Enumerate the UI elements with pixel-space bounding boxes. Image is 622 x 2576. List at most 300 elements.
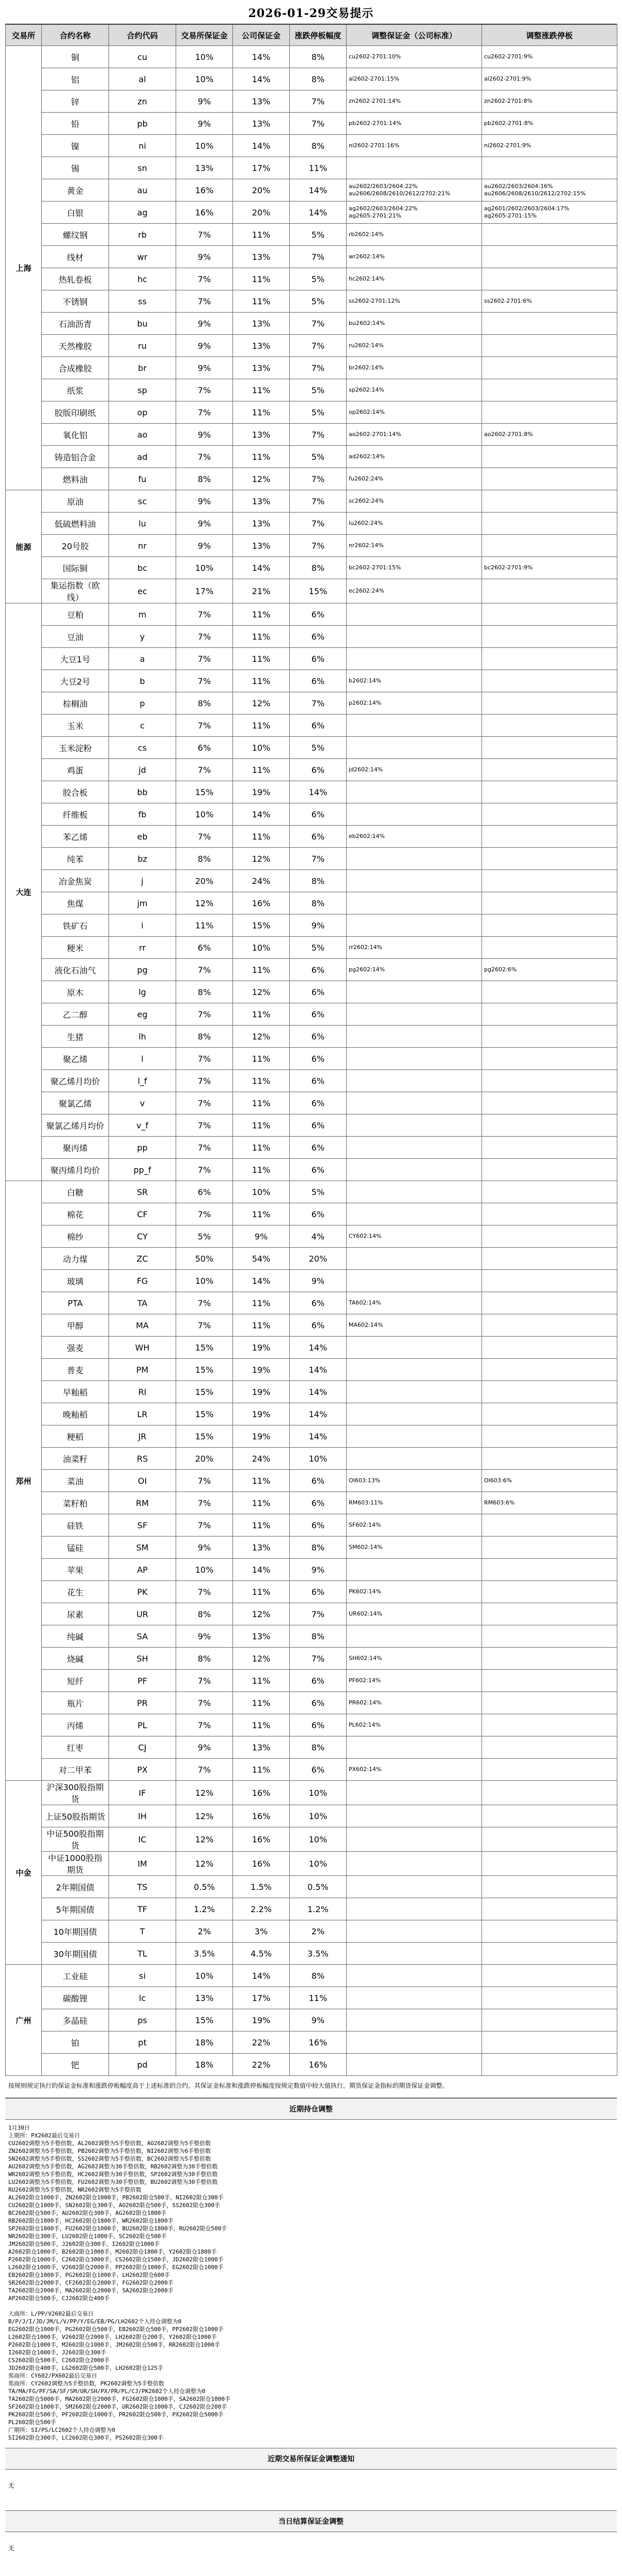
contract-code-cell: y <box>109 626 176 648</box>
contract-code-cell: pp_f <box>109 1159 176 1181</box>
price-limit-cell: 5% <box>290 446 347 468</box>
price-limit-cell: 6% <box>290 1092 347 1114</box>
exchange-margin-cell: 8% <box>176 1603 233 1625</box>
adjusted-limit-cell <box>482 1827 617 1852</box>
contract-code-cell: cu <box>109 46 176 68</box>
price-limit-cell: 11% <box>290 157 347 179</box>
contract-name-cell: 纯苯 <box>42 848 109 870</box>
table-row <box>6 1026 617 1048</box>
company-margin-cell: 4.5% <box>233 1943 290 1965</box>
contract-code-cell: bc <box>109 557 176 579</box>
adjusted-margin-cell <box>347 1425 482 1448</box>
company-margin-cell: 13% <box>233 1537 290 1559</box>
adjusted-limit-cell <box>482 1943 617 1965</box>
table-body <box>6 46 617 2076</box>
adjusted-margin-cell: op2602:14% <box>347 401 482 424</box>
exchange-cell: 广州 <box>6 1965 42 2076</box>
adjusted-limit-cell <box>482 224 617 246</box>
table-row <box>6 1048 617 1070</box>
company-margin-cell: 15% <box>233 914 290 937</box>
exchange-margin-cell: 12% <box>176 892 233 914</box>
price-limit-cell: 3.5% <box>290 1943 347 1965</box>
contract-name-cell: 尿素 <box>42 1603 109 1625</box>
table-row <box>6 1114 617 1137</box>
exchange-margin-cell: 8% <box>176 468 233 490</box>
exchange-margin-cell: 7% <box>176 1581 233 1603</box>
price-limit-cell: 6% <box>290 959 347 981</box>
price-limit-cell: 6% <box>290 603 347 626</box>
contract-name-cell: 玻璃 <box>42 1270 109 1292</box>
table-row <box>6 490 617 513</box>
exchange-margin-cell: 9% <box>176 1736 233 1759</box>
margin-table <box>5 24 617 2076</box>
company-margin-cell: 19% <box>233 1403 290 1425</box>
company-margin-cell: 11% <box>233 1492 290 1514</box>
exchange-margin-cell: 10% <box>176 1965 233 1987</box>
adjusted-margin-cell: cu2602-2701:10% <box>347 46 482 68</box>
company-margin-cell: 12% <box>233 1603 290 1625</box>
table-row <box>6 268 617 290</box>
price-limit-cell: 15% <box>290 579 347 603</box>
table-row <box>6 692 617 715</box>
company-margin-cell: 13% <box>233 90 290 113</box>
header-contract-code: 合约代码 <box>109 25 176 46</box>
company-margin-cell: 1.5% <box>233 1876 290 1898</box>
price-limit-cell: 10% <box>290 1805 347 1827</box>
price-limit-cell: 9% <box>290 2009 347 2031</box>
exchange-margin-cell: 7% <box>176 446 233 468</box>
table-row <box>6 1759 617 1781</box>
company-margin-cell: 16% <box>233 1852 290 1876</box>
exchange-margin-cell: 7% <box>176 1137 233 1159</box>
adjusted-margin-cell: ss2602-2701:12% <box>347 290 482 313</box>
contract-code-cell: IC <box>109 1827 176 1852</box>
exchange-margin-cell: 12% <box>176 1827 233 1852</box>
exchange-margin-cell: 7% <box>176 715 233 737</box>
contract-name-cell: 生猪 <box>42 1026 109 1048</box>
table-row <box>6 1425 617 1448</box>
price-limit-cell: 8% <box>290 68 347 90</box>
adjusted-limit-cell <box>482 1181 617 1203</box>
adjusted-margin-cell <box>347 803 482 826</box>
contract-name-cell: 中证500股指期货 <box>42 1827 109 1852</box>
price-limit-cell: 6% <box>290 981 347 1003</box>
contract-code-cell: T <box>109 1920 176 1943</box>
exchange-margin-cell: 7% <box>176 759 233 781</box>
adjusted-limit-cell: ag2601/2602/2603/2604:17% ag2605-2701:15% <box>482 201 617 224</box>
contract-code-cell: a <box>109 648 176 670</box>
exchange-margin-cell: 7% <box>176 1714 233 1736</box>
exchange-margin-cell: 9% <box>176 1625 233 1648</box>
adjusted-margin-cell <box>347 1403 482 1425</box>
contract-name-cell: 上证50股指期货 <box>42 1805 109 1827</box>
adjusted-limit-cell: ao2602-2701:8% <box>482 424 617 446</box>
contract-code-cell: b <box>109 670 176 692</box>
exchange-margin-cell: 5% <box>176 1225 233 1248</box>
contract-code-cell: bz <box>109 848 176 870</box>
contract-name-cell: 乙二醇 <box>42 1003 109 1026</box>
adjusted-margin-cell <box>347 1114 482 1137</box>
price-limit-cell: 5% <box>290 290 347 313</box>
adjusted-limit-cell <box>482 1003 617 1026</box>
exchange-margin-cell: 20% <box>176 870 233 892</box>
price-limit-cell: 6% <box>290 715 347 737</box>
adjusted-limit-cell: au2602/2603/2604:16% au2606/2608/2610/2612/2702:15% <box>482 179 617 201</box>
price-limit-cell: 6% <box>290 826 347 848</box>
table-row <box>6 648 617 670</box>
table-row <box>6 68 617 90</box>
company-margin-cell: 11% <box>233 1314 290 1337</box>
adjusted-margin-cell <box>347 870 482 892</box>
adjusted-limit-cell: zn2602-2701:8% <box>482 90 617 113</box>
contract-code-cell: pg <box>109 959 176 981</box>
adjusted-margin-cell: sc2602:24% <box>347 490 482 513</box>
adjusted-limit-cell <box>482 1159 617 1181</box>
exchange-margin-cell: 7% <box>176 1048 233 1070</box>
table-row <box>6 1670 617 1692</box>
adjusted-limit-cell <box>482 892 617 914</box>
adjusted-limit-cell <box>482 335 617 357</box>
contract-code-cell: ad <box>109 446 176 468</box>
company-margin-cell: 11% <box>233 603 290 626</box>
contract-name-cell: 原油 <box>42 490 109 513</box>
company-margin-cell: 14% <box>233 803 290 826</box>
section-body: 无 <box>8 2544 15 2552</box>
contract-code-cell: sc <box>109 490 176 513</box>
adjusted-margin-cell <box>347 2009 482 2031</box>
company-margin-cell: 19% <box>233 1337 290 1359</box>
exchange-margin-cell: 13% <box>176 1987 233 2009</box>
contract-code-cell: i <box>109 914 176 937</box>
price-limit-cell: 5% <box>290 379 347 401</box>
company-margin-cell: 24% <box>233 870 290 892</box>
contract-name-cell: 棕榈油 <box>42 692 109 715</box>
contract-name-cell: 菜籽粕 <box>42 1492 109 1514</box>
adjusted-limit-cell <box>482 1248 617 1270</box>
adjusted-limit-cell: cu2602-2701:9% <box>482 46 617 68</box>
price-limit-cell: 5% <box>290 224 347 246</box>
company-margin-cell: 19% <box>233 781 290 803</box>
adjusted-limit-cell <box>482 603 617 626</box>
contract-name-cell: 白糖 <box>42 1181 109 1203</box>
contract-code-cell: al <box>109 68 176 90</box>
company-margin-cell: 19% <box>233 1359 290 1381</box>
price-limit-cell: 8% <box>290 1736 347 1759</box>
table-row <box>6 1898 617 1920</box>
adjusted-margin-cell <box>347 1203 482 1225</box>
contract-code-cell: IF <box>109 1781 176 1805</box>
contract-name-cell: 豆粕 <box>42 603 109 626</box>
contract-name-cell: 螺纹钢 <box>42 224 109 246</box>
adjusted-margin-cell <box>347 737 482 759</box>
adjusted-limit-cell <box>482 737 617 759</box>
company-margin-cell: 13% <box>233 1625 290 1648</box>
contract-name-cell: 晚籼稻 <box>42 1403 109 1425</box>
company-margin-cell: 11% <box>233 1581 290 1603</box>
exchange-margin-cell: 9% <box>176 246 233 268</box>
contract-name-cell: 大豆2号 <box>42 670 109 692</box>
price-limit-cell: 6% <box>290 1492 347 1514</box>
adjusted-margin-cell <box>347 1736 482 1759</box>
contract-code-cell: TA <box>109 1292 176 1314</box>
header-adjusted-margin: 调整保证金（公司标准） <box>347 25 482 46</box>
price-limit-cell: 7% <box>290 490 347 513</box>
adjusted-margin-cell <box>347 1852 482 1876</box>
company-margin-cell: 11% <box>233 959 290 981</box>
adjusted-margin-cell: PF602:14% <box>347 1670 482 1692</box>
company-margin-cell: 10% <box>233 737 290 759</box>
contract-name-cell: 原木 <box>42 981 109 1003</box>
table-row <box>6 1092 617 1114</box>
adjusted-limit-cell <box>482 1403 617 1425</box>
contract-code-cell: JR <box>109 1425 176 1448</box>
contract-name-cell: 工业硅 <box>42 1965 109 1987</box>
contract-name-cell: 国际铜 <box>42 557 109 579</box>
contract-code-cell: sn <box>109 157 176 179</box>
section-title: 当日结算保证金调整 <box>5 2510 617 2532</box>
price-limit-cell: 6% <box>290 1137 347 1159</box>
contract-code-cell: IH <box>109 1805 176 1827</box>
price-limit-cell: 8% <box>290 870 347 892</box>
exchange-cell: 上海 <box>6 46 42 490</box>
exchange-margin-cell: 8% <box>176 1026 233 1048</box>
exchange-margin-cell: 7% <box>176 1492 233 1514</box>
price-limit-cell: 5% <box>290 737 347 759</box>
company-margin-cell: 14% <box>233 46 290 68</box>
table-row <box>6 1537 617 1559</box>
contract-code-cell: WH <box>109 1337 176 1359</box>
exchange-margin-cell: 11% <box>176 914 233 937</box>
contract-code-cell: SH <box>109 1648 176 1670</box>
adjusted-margin-cell <box>347 1270 482 1292</box>
exchange-margin-cell: 7% <box>176 1003 233 1026</box>
exchange-margin-cell: 10% <box>176 1270 233 1292</box>
table-header-row <box>6 25 617 46</box>
adjusted-margin-cell: rr2602:14% <box>347 937 482 959</box>
price-limit-cell: 6% <box>290 1670 347 1692</box>
adjusted-margin-cell <box>347 1048 482 1070</box>
exchange-margin-cell: 9% <box>176 513 233 535</box>
company-margin-cell: 13% <box>233 513 290 535</box>
adjusted-limit-cell <box>482 1805 617 1827</box>
table-row <box>6 1314 617 1337</box>
exchange-margin-cell: 15% <box>176 1337 233 1359</box>
company-margin-cell: 11% <box>233 1159 290 1181</box>
adjusted-limit-cell <box>482 157 617 179</box>
company-margin-cell: 12% <box>233 848 290 870</box>
contract-code-cell: FG <box>109 1270 176 1292</box>
contract-code-cell: fu <box>109 468 176 490</box>
table-row <box>6 1070 617 1092</box>
contract-name-cell: 2年期国债 <box>42 1876 109 1898</box>
company-margin-cell: 19% <box>233 1381 290 1403</box>
table-row <box>6 2009 617 2031</box>
adjusted-margin-cell <box>347 1920 482 1943</box>
contract-code-cell: TL <box>109 1943 176 1965</box>
exchange-margin-cell: 1.2% <box>176 1898 233 1920</box>
price-limit-cell: 7% <box>290 90 347 113</box>
exchange-margin-cell: 50% <box>176 1248 233 1270</box>
exchange-margin-cell: 16% <box>176 179 233 201</box>
price-limit-cell: 2% <box>290 1920 347 1943</box>
section-title: 近期交易所保证金调整通知 <box>5 2448 617 2470</box>
adjusted-limit-cell <box>482 1359 617 1381</box>
table-row <box>6 848 617 870</box>
contract-name-cell: 铸造铝合金 <box>42 446 109 468</box>
adjusted-limit-cell <box>482 1292 617 1314</box>
exchange-margin-cell: 9% <box>176 335 233 357</box>
contract-code-cell: pp <box>109 1137 176 1159</box>
company-margin-cell: 11% <box>233 826 290 848</box>
contract-name-cell: 玉米 <box>42 715 109 737</box>
price-limit-cell: 6% <box>290 1026 347 1048</box>
adjusted-limit-cell <box>482 1026 617 1048</box>
adjusted-margin-cell: SH602:14% <box>347 1648 482 1670</box>
contract-name-cell: 大豆1号 <box>42 648 109 670</box>
adjusted-margin-cell <box>347 1898 482 1920</box>
adjusted-limit-cell <box>482 1920 617 1943</box>
adjusted-limit-cell: RM603:6% <box>482 1492 617 1514</box>
adjusted-margin-cell: ec2602:24% <box>347 579 482 603</box>
adjusted-margin-cell <box>347 1137 482 1159</box>
company-margin-cell: 11% <box>233 268 290 290</box>
price-limit-cell: 7% <box>290 335 347 357</box>
price-limit-cell: 6% <box>290 1048 347 1070</box>
adjusted-limit-cell <box>482 1714 617 1736</box>
adjusted-limit-cell <box>482 648 617 670</box>
company-margin-cell: 14% <box>233 68 290 90</box>
company-margin-cell: 17% <box>233 157 290 179</box>
price-limit-cell: 7% <box>290 1648 347 1670</box>
adjusted-limit-cell <box>482 1514 617 1537</box>
price-limit-cell: 9% <box>290 1270 347 1292</box>
table-row <box>6 1270 617 1292</box>
adjusted-limit-cell <box>482 848 617 870</box>
adjusted-margin-cell <box>347 1827 482 1852</box>
table-row <box>6 1181 617 1203</box>
contract-code-cell: lu <box>109 513 176 535</box>
adjusted-margin-cell: al2602-2701:15% <box>347 68 482 90</box>
adjusted-margin-cell <box>347 1181 482 1203</box>
contract-name-cell: 早籼稻 <box>42 1381 109 1403</box>
table-row <box>6 715 617 737</box>
contract-code-cell: pb <box>109 113 176 135</box>
exchange-margin-cell: 8% <box>176 848 233 870</box>
company-margin-cell: 11% <box>233 759 290 781</box>
exchange-margin-cell: 9% <box>176 357 233 379</box>
adjusted-limit-cell: ss2602-2701:6% <box>482 290 617 313</box>
company-margin-cell: 13% <box>233 1736 290 1759</box>
adjusted-margin-cell <box>347 1876 482 1898</box>
table-row <box>6 1943 617 1965</box>
adjusted-margin-cell: UR602:14% <box>347 1603 482 1625</box>
contract-code-cell: CF <box>109 1203 176 1225</box>
adjusted-margin-cell: ag2602/2603/2604:22% ag2605-2701:21% <box>347 201 482 224</box>
adjusted-margin-cell: TA602:14% <box>347 1292 482 1314</box>
contract-name-cell: 铝 <box>42 68 109 90</box>
table-row <box>6 1714 617 1736</box>
table-row <box>6 1965 617 1987</box>
table-row <box>6 803 617 826</box>
table-row <box>6 781 617 803</box>
table-row <box>6 313 617 335</box>
exchange-margin-cell: 10% <box>176 1559 233 1581</box>
contract-name-cell: 白银 <box>42 201 109 224</box>
adjusted-limit-cell <box>482 1381 617 1403</box>
adjusted-margin-cell <box>347 914 482 937</box>
contract-name-cell: 胶版印刷纸 <box>42 401 109 424</box>
contract-code-cell: wr <box>109 246 176 268</box>
exchange-margin-cell: 10% <box>176 68 233 90</box>
exchange-margin-cell: 7% <box>176 670 233 692</box>
adjusted-margin-cell: rb2602:14% <box>347 224 482 246</box>
adjusted-margin-cell: pg2602:14% <box>347 959 482 981</box>
adjusted-margin-cell: sp2602:14% <box>347 379 482 401</box>
contract-code-cell: p <box>109 692 176 715</box>
company-margin-cell: 11% <box>233 224 290 246</box>
adjusted-margin-cell: p2602:14% <box>347 692 482 715</box>
company-margin-cell: 16% <box>233 1827 290 1852</box>
contract-code-cell: lh <box>109 1026 176 1048</box>
adjusted-limit-cell <box>482 626 617 648</box>
company-margin-cell: 17% <box>233 1987 290 2009</box>
adjusted-limit-cell <box>482 1603 617 1625</box>
exchange-margin-cell: 0.5% <box>176 1876 233 1898</box>
price-limit-cell: 10% <box>290 1827 347 1852</box>
contract-code-cell: zn <box>109 90 176 113</box>
company-margin-cell: 13% <box>233 535 290 557</box>
contract-name-cell: 锌 <box>42 90 109 113</box>
contract-code-cell: PX <box>109 1759 176 1781</box>
contract-name-cell: 10年期国债 <box>42 1920 109 1943</box>
price-limit-cell: 8% <box>290 557 347 579</box>
company-margin-cell: 12% <box>233 468 290 490</box>
adjusted-margin-cell <box>347 1448 482 1470</box>
company-margin-cell: 13% <box>233 424 290 446</box>
contract-code-cell: ps <box>109 2009 176 2031</box>
table-row <box>6 981 617 1003</box>
contract-code-cell: PK <box>109 1581 176 1603</box>
price-limit-cell: 14% <box>290 1425 347 1448</box>
contract-name-cell: 棉花 <box>42 1203 109 1225</box>
exchange-margin-cell: 13% <box>176 157 233 179</box>
table-row <box>6 959 617 981</box>
adjusted-limit-cell <box>482 1070 617 1092</box>
adjusted-limit-cell <box>482 759 617 781</box>
contract-name-cell: 油菜籽 <box>42 1448 109 1470</box>
exchange-margin-cell: 9% <box>176 535 233 557</box>
contract-code-cell: SA <box>109 1625 176 1648</box>
contract-code-cell: lc <box>109 1987 176 2009</box>
company-margin-cell: 12% <box>233 1026 290 1048</box>
adjusted-limit-cell <box>482 1114 617 1137</box>
price-limit-cell: 6% <box>290 648 347 670</box>
table-row <box>6 357 617 379</box>
contract-name-cell: 锰硅 <box>42 1537 109 1559</box>
table-row <box>6 1359 617 1381</box>
adjusted-margin-cell: eb2602:14% <box>347 826 482 848</box>
price-limit-cell: 5% <box>290 268 347 290</box>
table-row <box>6 759 617 781</box>
contract-name-cell: 菜油 <box>42 1470 109 1492</box>
adjusted-limit-cell <box>482 513 617 535</box>
contract-name-cell: 苯乙烯 <box>42 826 109 848</box>
adjusted-margin-cell: jd2602:14% <box>347 759 482 781</box>
adjusted-limit-cell <box>482 313 617 335</box>
company-margin-cell: 11% <box>233 1137 290 1159</box>
company-margin-cell: 11% <box>233 401 290 424</box>
exchange-margin-cell: 7% <box>176 1114 233 1137</box>
